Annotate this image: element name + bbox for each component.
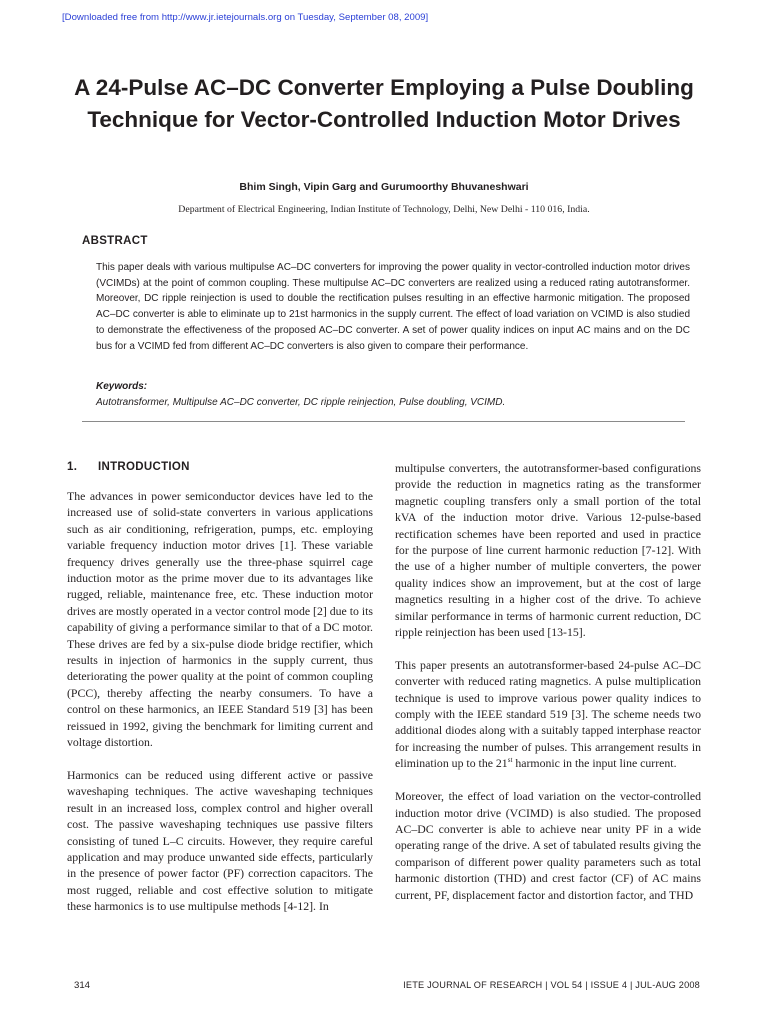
abstract-text: This paper deals with various multipulse AC–DC converters for improving the power quality in vector-controlled induction motor drives (VCIMDs) at the point of common coupling. These multipulse AC–DC converters are realized using a reduced rating autotransformer. Moreover, DC ripple reinjection is used to double the rectification pulses resulting in an effective harmonic mitigation. The proposed AC–DC converter is able to eliminate up to 21st harmonics in the supply current. The effect of load variation on VCIMD is also studied to demonstrate the effectiveness of the proposed AC–DC converter. A set of power quality indices on input AC mains and on the DC bus for a VCIMD fed from different AC–DC converters is also given to compare their performance. — [96, 262, 690, 352]
paper-title: A 24-Pulse AC–DC Converter Employing a Pulse Doubling Technique for Vector-Controlled Induction Motor Drives — [74, 75, 694, 132]
paragraph — [395, 657, 701, 772]
paragraph: multipulse converters, the autotransformer-based configurations provide the reduction in magnetics rating as the transformer magnetic coupling transfers only a small portion of the total kVA of the induction motor drive. Various 12-pulse-based rectification schemes have been reported and used in practice for the purpose of line current harmonic reduction [7-12]. With the use of a higher number of multiple converters, the power quality indices show an improvement, but at the cost of large magnetics resulting in a higher cost of the drive. To achieve similar performance in terms of harmonic current reduction, DC ripple reinjection has been used [13-15]. — [395, 461, 701, 640]
section-title: INTRODUCTION — [98, 461, 190, 473]
abstract-heading: ABSTRACT — [82, 235, 148, 247]
page-number: 314 — [74, 980, 91, 991]
right-column — [395, 460, 701, 919]
section-number: 1. — [67, 461, 78, 473]
paragraph: The advances in power semiconductor devices have led to the increased use of solid-state converters in various applications such as air conditioning, refrigeration, pumps, etc. employing variable frequency induction motor drives [1]. These variable frequency drives generally use the three-phase squirrel cage induction motor as the prime mover due to its advantages like rugged, reliable, maintenance free, etc. These induction motor drives are mostly operated in a vector control mode [2] due to its capability of giving a performance similar to that of a DC motor. These drives are fed by a six-pulse diode bridge rectifier, which results in injection of harmonics in the supply current, thus deteriorating the power quality at the point of common coupling (PCC), thereby affecting the nearby consumers. To have a control on these harmonics, an IEEE Standard 519 [3] has been reissued in 1992, giving the benchmark for limiting current and voltage distortion. — [67, 489, 373, 750]
keywords-heading: Keywords: — [96, 381, 148, 392]
abstract-divider — [82, 421, 685, 422]
download-note: [Downloaded free from http://www.jr.ietejournals.org on Tuesday, September 08, 2009] — [62, 12, 429, 23]
superscript: st — [507, 756, 513, 765]
left-column — [67, 488, 373, 931]
journal-footer: IETE JOURNAL OF RESEARCH | VOL 54 | ISSUE 4 | JUL-AUG 2008 — [403, 980, 700, 990]
paragraph-text: This paper presents an autotransformer-based 24-pulse AC–DC converter with reduced rating magnetics. A pulse multiplication technique is used to improve various power quality indices to comply with the IEEE standard 519 [3]. The scheme needs two additional diodes along with a suitably tapped interphase reactor for increasing the number of pulses. This arrangement results in elimination up to the 21 — [395, 657, 701, 771]
paragraph-text: harmonic in the input line current. — [512, 756, 677, 771]
paragraph: Harmonics can be reduced using different active or passive waveshaping techniques. The active waveshaping techniques result in an increased loss, complex control and higher overall cost. The passive waveshaping techniques use passive filters consisting of tuned L–C circuits. However, they require careful application and may produce unwanted side effects, particularly in the presence of power factor (PF) correction capacitors. The most rugged, reliable and cost effective solution to mitigate these harmonics is to use multipulse methods [4-12]. In — [67, 767, 373, 914]
section-heading-introduction — [67, 461, 190, 473]
affiliation: Department of Electrical Engineering, Indian Institute of Technology, Delhi, New Delhi - 110 016, India. — [178, 204, 590, 215]
keywords-text: Autotransformer, Multipulse AC–DC converter, DC ripple reinjection, Pulse doubling, VCIMD. — [96, 397, 506, 408]
authors: Bhim Singh, Vipin Garg and Gurumoorthy Bhuvaneshwari — [239, 181, 529, 193]
paragraph: Moreover, the effect of load variation on the vector-controlled induction motor drive (VCIMD) is also studied. The proposed AC–DC converter is able to achieve near unity PF in a wide operating range of the drive. A set of tabulated results giving the comparison of different power quality parameters such as total harmonic distortion (THD) and crest factor (CF) of AC mains current, PF, displacement factor and distortion factor, and THD — [395, 789, 701, 902]
